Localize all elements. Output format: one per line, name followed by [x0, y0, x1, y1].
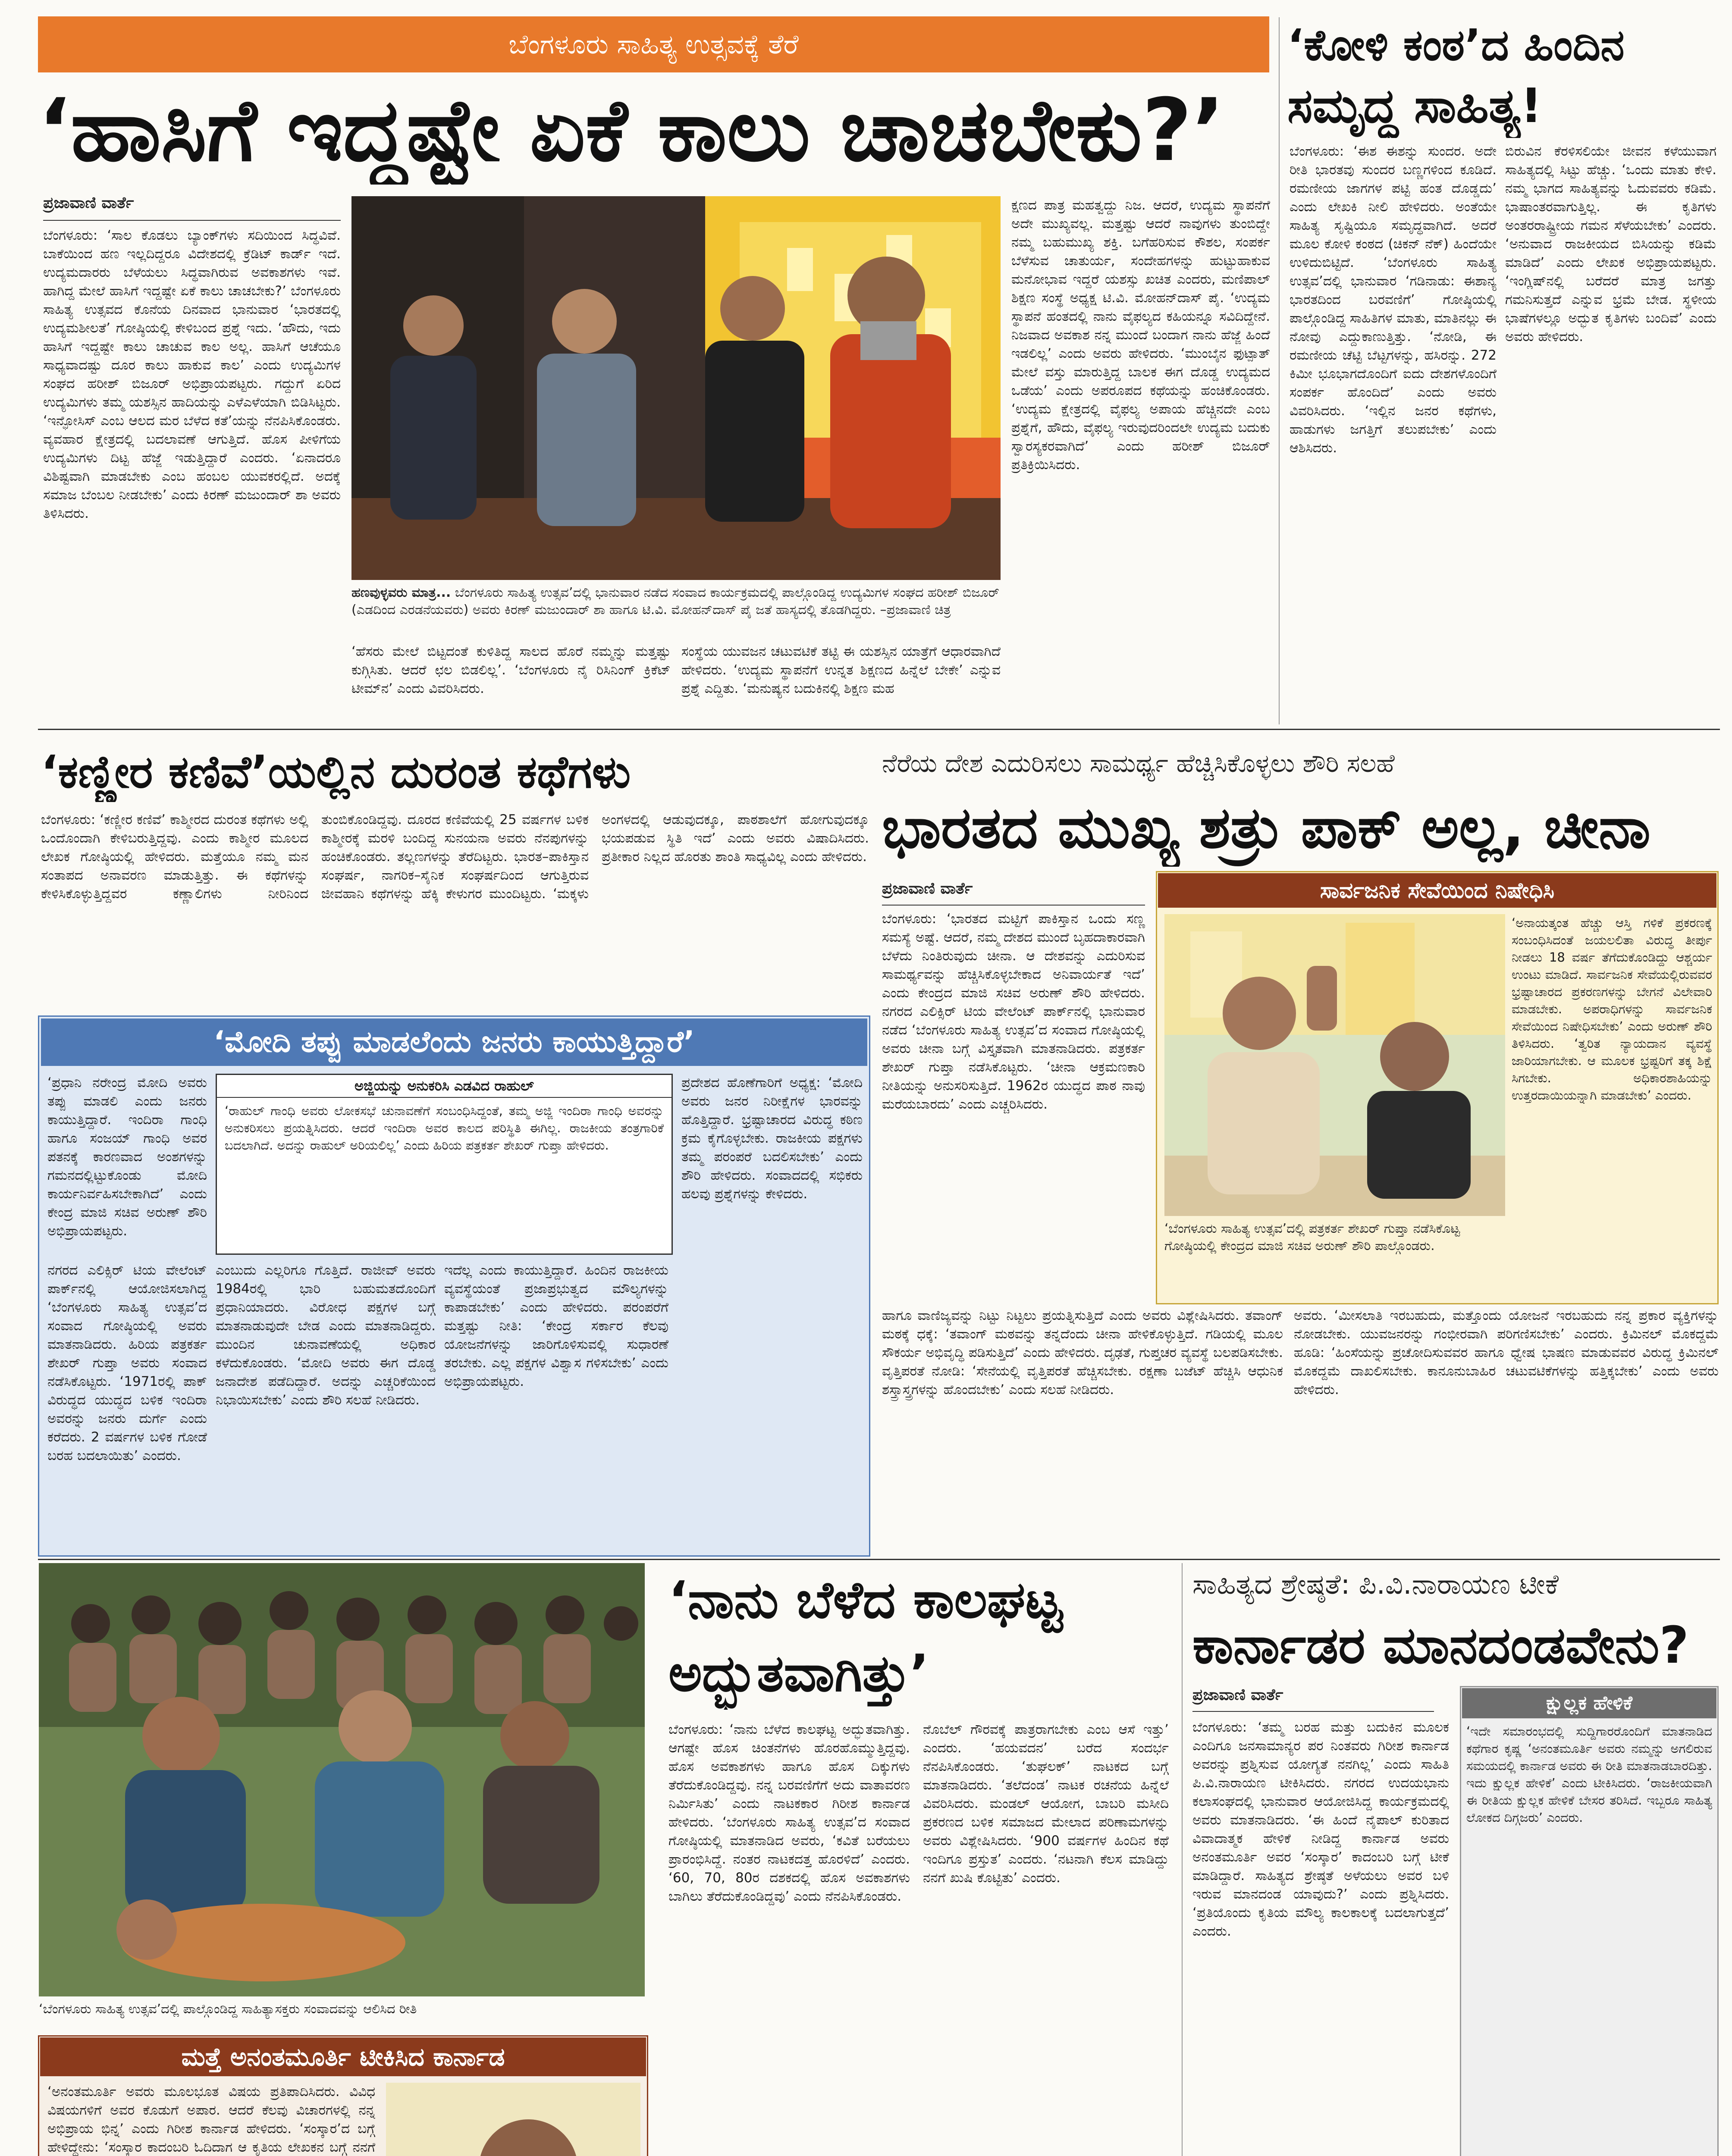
- china-headline: ಭಾರತದ ಮುಖ್ಯ ಶತ್ರು ಪಾಕ್ ಅಲ್ಲ, ಚೀನಾ: [882, 795, 1650, 861]
- koli-headline-line2: ಸಮೃದ್ಧ ಸಾಹಿತ್ಯ!: [1287, 78, 1542, 133]
- narayana-byline-rule: [1192, 1711, 1434, 1712]
- lead-body-col4: ಕ್ಷಣದ ಪಾತ್ರ ಮಹತ್ವದ್ದು ನಿಜ. ಆದರೆ, ಉದ್ಯಮ ಸ್ಥಾಪನೆಗೆ ಅದೇ ಮುಖ್ಯವಲ್ಲ. ಮತ್ತಷ್ಟು ಆದರೆ ನಾವುಗಳು ತುಂಬಿದ್ದೇ ನಮ್ಮ ಬಹುಮುಖ್ಯ ಶಕ್ತಿ. ಬಗೆಹರಿಸುವ ಕೌಶಲ, ಸಂಪರ್ಕ ಬೆಳೆಸುವ ಚಾತುರ್ಯ, ಸಂದೇಹಗಳನ್ನು ಹುಟ್ಟುಹಾಕುವ ಮನೋಭಾವ ಇದ್ದರೆ ಯಶಸ್ಸು ಖಚಿತ ಎಂದರು, ಮಣಿಪಾಲ್ ಶಿಕ್ಷಣ ಸಂಸ್ಥೆ ಅಧ್ಯಕ್ಷ ಟಿ.ವಿ. ಮೋಹನ್‌ದಾಸ್ ಪೈ. ‘ಉದ್ಯಮ ಸ್ಥಾಪನೆ ಹಂತದಲ್ಲಿ ನಾನು ವೈಫಲ್ಯದ ಕಹಿಯನ್ನೂ ಸವಿದಿದ್ದೇನೆ. ನಿಜವಾದ ಅವಕಾಶ ನನ್ನ ಮುಂದೆ ಬಂದಾಗ ನಾನು ಹೆಜ್ಜೆ ಹಿಂದೆ ಇಡಲಿಲ್ಲ’ ಎಂದು ಅವರು ಹೇಳಿದರು. ‘ಮುಂಬೈನ ಫುಟ್ಪಾತ್ ಮೇಲೆ ವಸ್ತು ಮಾರುತ್ತಿದ್ದ ಬಾಲಕ ಈಗ ದೊಡ್ಡ ಉದ್ಯಮದ ಒಡೆಯ’ ಎಂದು ಅಪರೂಪದ ಕಥೆಯನ್ನು ಹಂಚಿಕೊಂಡರು. ‘ಉದ್ಯಮ ಕ್ಷೇತ್ರದಲ್ಲಿ ವೈಫಲ್ಯ ಅಪಾಯ ಹೆಚ್ಚಿನದೇ ಎಂಬ ಪ್ರಶ್ನೆಗೆ, ಹೌದು, ವೈಫಲ್ಯ ಇರುವುದರಿಂದಲೇ ಉದ್ಯಮ ಬದುಕು ಸ್ವಾರಸ್ಯಕರವಾಗಿದೆ’ ಎಂದು ಹರೀಶ್ ಬಿಜೂರ್ ಪ್ರತಿಕ್ರಿಯಿಸಿದರು.: [1011, 197, 1270, 473]
- china-photo: [1164, 914, 1505, 1216]
- modi-col1: ‘ಪ್ರಧಾನಿ ನರೇಂದ್ರ ಮೋದಿ ಅವರು ತಪ್ಪು ಮಾಡಲಿ ಎಂದು ಜನರು ಕಾಯುತ್ತಿದ್ದಾರೆ. ಇಂದಿರಾ ಗಾಂಧಿ ಹಾಗೂ ಸಂಜಯ್ ಗಾಂಧಿ ಅವರ ಪತನಕ್ಕೆ ಕಾರಣವಾದ ಅಂಶಗಳನ್ನು ಗಮನದಲ್ಲಿಟ್ಟುಕೊಂಡು ಮೋದಿ ಕಾರ್ಯನಿರ್ವಹಿಸಬೇಕಾಗಿದೆ’ ಎಂದು ಕೇಂದ್ರ ಮಾಜಿ ಸಚಿವ ಅರುಣ್ ಶೌರಿ ಅಭಿಪ್ರಾಯಪಟ್ಟರು.: [47, 1075, 207, 1239]
- narayana-box-title: ಕ್ಷುಲ್ಲಕ ಹೇಳಿಕೆ: [1462, 1688, 1716, 1718]
- modi-inset-title: ಅಜ್ಜಿಯನ್ನು ಅನುಕರಿಸಿ ಎಡವಿದ ರಾಹುಲ್: [217, 1075, 671, 1098]
- china-col1: ಬೆಂಗಳೂರು: ‘ಭಾರತದ ಮಟ್ಟಿಗೆ ಪಾಕಿಸ್ತಾನ ಒಂದು ಸಣ್ಣ ಸಮಸ್ಯೆ ಅಷ್ಟೆ. ಆದರೆ, ನಮ್ಮ ದೇಶದ ಮುಂದೆ ಬೃಹದಾಕಾರವಾಗಿ ಬೆಳೆದು ನಿಂತಿರುವುದು ಚೀನಾ. ಆ ದೇಶವನ್ನು ಎದುರಿಸುವ ಸಾಮರ್ಥ್ಯವನ್ನು ಹೆಚ್ಚಿಸಿಕೊಳ್ಳಬೇಕಾದ ಅನಿವಾರ್ಯತೆ ಇದೆ’ ಎಂದು ಕೇಂದ್ರದ ಮಾಜಿ ಸಚಿವ ಅರುಣ್ ಶೌರಿ ಹೇಳಿದರು. ನಗರದ ಎಲಿಕ್ಸಿರ್ ಟಿಯ ವೇಲೆಂಟ್ ಪಾರ್ಕ್‌ನಲ್ಲಿ ಭಾನುವಾರ ನಡೆದ ‘ಬೆಂಗಳೂರು ಸಾಹಿತ್ಯ ಉತ್ಸವ’ದ ಸಂವಾದ ಗೋಷ್ಠಿಯಲ್ಲಿ ಅವರು ಚೀನಾ ಬಗ್ಗೆ ವಿಸ್ತೃತವಾಗಿ ಮಾತನಾಡಿದರು. ಪತ್ರಕರ್ತ ಶೇಖರ್ ಗುಪ್ತಾ ನಡೆಸಿಕೊಟ್ಟರು. ‘ಚೀನಾ ಆಕ್ರಮಣಕಾರಿ ನೀತಿಯನ್ನು ಅನುಸರಿಸುತ್ತಿದೆ. 1962ರ ಯುದ್ಧದ ಪಾಠ ನಾವು ಮರೆಯಬಾರದು’ ಎಂದು ಎಚ್ಚರಿಸಿದರು.: [882, 911, 1145, 1112]
- lead-below-photo-col2: ಸಂಸ್ಥೆಯ ಯುವಜನ ಚಟುವಟಿಕೆ ತಟ್ಟಿ ಈ ಯಶಸ್ಸಿನ ಯಾತ್ರೆಗೆ ಆಧಾರವಾಗಿದೆ ಹೇಳಿದರು. ‘ಉದ್ಯಮ ಸ್ಥಾಪನೆಗೆ ಉನ್ನತ ಶಿಕ್ಷಣದ ಹಿನ್ನೆಲೆ ಬೇಕೇ’ ಎನ್ನುವ ಪ್ರಶ್ನೆ ಎದ್ದಿತು. ‘ಮನುಷ್ಯನ ಬದುಕಿನಲ್ಲಿ ಶಿಕ್ಷಣ ಮಹ: [681, 644, 1001, 696]
- modi-banner: ‘ಮೋದಿ ತಪ್ಪು ಮಾಡಲೆಂದು ಜನರು ಕಾಯುತ್ತಿದ್ದಾರೆ’: [41, 1018, 867, 1066]
- modi-inset: [216, 1074, 673, 1255]
- china-col3: ಅವರು. ‘ಮೀಸಲಾತಿ ಇರಬಹುದು, ಮತ್ತೊಂದು ಯೋಜನೆ ಇರಬಹುದು ನನ್ನ ಪ್ರಕಾರ ವ್ಯಕ್ತಿಗಳನ್ನು ನೋಡಬೇಕು. ಯುವಜನರನ್ನು ಗಂಭೀರವಾಗಿ ಪರಿಗಣಿಸಬೇಕು’ ಎಂದರು. ಕ್ರಿಮಿನಲ್ ಮೊಕದ್ದಮೆ ಹೂಡಿ: ‘ಹಿಂಸೆಯನ್ನು ಪ್ರಚೋದಿಸುವವರ ಹಾಗೂ ಧ್ವೇಷ ಭಾಷಣ ಮಾಡುವವರ ವಿರುದ್ಧ ಕ್ರಿಮಿನಲ್ ಮೊಕದ್ದಮೆ ದಾಖಲಿಸಬೇಕು. ಕಾನೂನುಬಾಹಿರ ಚಟುವಟಿಕೆಗಳನ್ನು ಹತ್ತಿಕ್ಕಬೇಕು’ ಎಂದು ಅವರು ಹೇಳಿದರು.: [1294, 1308, 1719, 1398]
- china-sidebox-title: ಸಾರ್ವಜನಿಕ ಸೇವೆಯಿಂದ ನಿಷೇಧಿಸಿ: [1158, 873, 1716, 908]
- china-sidebox-text: ‘ಅನಾಯತ್ಕಂತ ಹೆಚ್ಚು ಆಸ್ತಿ ಗಳಿಕೆ ಪ್ರಕರಣಕ್ಕೆ ಸಂಬಂಧಿಸಿದಂತೆ ಜಯಲಲಿತಾ ವಿರುದ್ಧ ತೀರ್ಪು ನೀಡಲು 18 ವರ್ಷ ತೆಗೆದುಕೊಂಡಿದ್ದು ಆಶ್ಚರ್ಯ ಉಂಟು ಮಾಡಿದೆ. ಸಾರ್ವಜನಿಕ ಸೇವೆಯಲ್ಲಿರುವವರ ಭ್ರಷ್ಟಾಚಾರದ ಪ್ರಕರಣಗಳನ್ನು ಬೇಗನೆ ವಿಲೇವಾರಿ ಮಾಡಬೇಕು. ಅಪರಾಧಿಗಳನ್ನು ಸಾರ್ವಜನಿಕ ಸೇವೆಯಿಂದ ನಿಷೇಧಿಸಬೇಕು’ ಎಂದು ಅರುಣ್ ಶೌರಿ ತಿಳಿಸಿದರು. ‘ತ್ವರಿತ ನ್ಯಾಯದಾನ ವ್ಯವಸ್ಥೆ ಜಾರಿಯಾಗಬೇಕು. ಆ ಮೂಲಕ ಭ್ರಷ್ಟರಿಗೆ ತಕ್ಕ ಶಿಕ್ಷೆ ಸಿಗಬೇಕು. ಅಧಿಕಾರಶಾಹಿಯನ್ನು ಉತ್ತರದಾಯಿಯನ್ನಾಗಿ ಮಾಡಬೇಕು’ ಎಂದರು.: [1512, 915, 1712, 1103]
- china-col2: ಹಾಗೂ ವಾಣಿಜ್ಯವನ್ನು ನಿಟ್ಟು ನಿಟ್ಟಲು ಪ್ರಯತ್ನಿಸುತ್ತಿದೆ ಎಂದು ಅವರು ವಿಶ್ಲೇಷಿಸಿದರು. ತವಾಂಗ್ ಮಠಕ್ಕೆ ಧಕ್ಕೆ: ‘ತವಾಂಗ್ ಮಠವನ್ನು ತನ್ನದೆಂದು ಚೀನಾ ಹೇಳಿಕೊಳ್ಳುತ್ತಿದೆ. ಗಡಿಯಲ್ಲಿ ಮೂಲ ಸೌಕರ್ಯ ಅಭಿವೃದ್ಧಿ ಪಡಿಸುತ್ತಿದೆ’ ಎಂದು ಹೇಳಿದರು. ದೃಢತೆ, ಗುಪ್ತಚರ ವ್ಯವಸ್ಥೆ ಬಲಪಡಿಸಬೇಕು. ವೃತ್ತಿಪರತೆ ನೋಡಿ: ‘ಸೇನೆಯಲ್ಲಿ ವೃತ್ತಿಪರತೆ ಹೆಚ್ಚಿಸಬೇಕು. ರಕ್ಷಣಾ ಬಜೆಟ್ ಹೆಚ್ಚಿಸಿ ಆಧುನಿಕ ಶಸ್ತ್ರಾಸ್ತ್ರಗಳನ್ನು ಹೊಂದಬೇಕು’ ಎಂದು ಸಲಹೆ ನೀಡಿದರು.: [882, 1308, 1283, 1398]
- modi-col2: ನಗರದ ಎಲಿಕ್ಸಿರ್ ಟಿಯ ವೇಲೆಂಟ್ ಪಾರ್ಕ್‌ನಲ್ಲಿ ಆಯೋಜಿಸಲಾಗಿದ್ದ ‘ಬೆಂಗಳೂರು ಸಾಹಿತ್ಯ ಉತ್ಸವ’ದ ಸಂವಾದ ಗೋಷ್ಠಿಯಲ್ಲಿ ಅವರು ಮಾತನಾಡಿದರು. ಹಿರಿಯ ಪತ್ರಕರ್ತ ಶೇಖರ್ ಗುಪ್ತಾ ಅವರು ಸಂವಾದ ನಡೆಸಿಕೊಟ್ಟರು. ‘1971ರಲ್ಲಿ ಪಾಕ್ ವಿರುದ್ಧದ ಯುದ್ಧದ ಬಳಿಕ ಇಂದಿರಾ ಅವರನ್ನು ಜನರು ದುರ್ಗೆ ಎಂದು ಕರೆದರು. 2 ವರ್ಷಗಳ ಬಳಿಕ ಗೋಡೆ ಬರಹ ಬದಲಾಯಿತು’ ಎಂದರು.: [47, 1263, 207, 1463]
- lead-photo-caption: [351, 584, 1001, 636]
- lead-photo: [351, 196, 1001, 580]
- crowd-photo-caption: ‘ಬೆಂಗಳೂರು ಸಾಹಿತ್ಯ ಉತ್ಸವ’ದಲ್ಲಿ ಪಾಲ್ಗೊಂಡಿದ್ದ ಸಾಹಿತ್ಯಾಸಕ್ತರು ಸಂವಾದವನ್ನು ಆಲಿಸಿದ ರೀತಿ: [39, 2002, 417, 2017]
- karnad-text: ‘ಅನಂತಮೂರ್ತಿ ಅವರು ಮೂಲಭೂತ ವಿಷಯ ಪ್ರತಿಪಾದಿಸಿದರು. ವಿವಿಧ ವಿಷಯಗಳಿಗೆ ಅವರ ಕೊಡುಗೆ ಅಪಾರ. ಆದರೆ ಕೆಲವು ವಿಚಾರಗಳಲ್ಲಿ ನನ್ನ ಅಭಿಪ್ರಾಯ ಭಿನ್ನ’ ಎಂದು ಗಿರೀಶ ಕಾರ್ನಾಡ ಹೇಳಿದರು. ‘ಸಂಸ್ಕಾರ’ದ ಬಗ್ಗೆ ಹೇಳಿದ್ದೇನು: ‘ಸಂಸ್ಕಾರ ಕಾದಂಬರಿ ಓದಿದಾಗ ಆ ಕೃತಿಯ ಲೇಖಕನ ಬಗ್ಗೆ ನನಗೆ: [47, 2084, 375, 2155]
- china-kicker: ನೆರೆಯ ದೇಶ ಎದುರಿಸಲು ಸಾಮರ್ಥ್ಯ ಹೆಚ್ಚಿಸಿಕೊಳ್ಳಲು ಶೌರಿ ಸಲಹೆ: [882, 749, 1395, 778]
- kalaghatta-col1: ಬೆಂಗಳೂರು: ‘ನಾನು ಬೆಳೆದ ಕಾಲಘಟ್ಟ ಅದ್ಭುತವಾಗಿತ್ತು. ಆಗಷ್ಟೇ ಹೊಸ ಚಿಂತನೆಗಳು ಹೊರಹೊಮ್ಮುತ್ತಿದ್ದವು. ಹೊಸ ಅವಕಾಶಗಳು ಹಾಗೂ ಹೊಸ ದಿಕ್ಕುಗಳು ತೆರೆದುಕೊಂಡಿದ್ದವು. ನನ್ನ ಬರವಣಿಗೆಗೆ ಅದು ವಾತಾವರಣ ನಿರ್ಮಿಸಿತು’ ಎಂದು ನಾಟಕಕಾರ ಗಿರೀಶ ಕಾರ್ನಾಡ ಹೇಳಿದರು. ‘ಬೆಂಗಳೂರು ಸಾಹಿತ್ಯ ಉತ್ಸವ’ದ ಸಂವಾದ ಗೋಷ್ಠಿಯಲ್ಲಿ ಮಾತನಾಡಿದ ಅವರು, ‘ಕವಿತೆ ಬರೆಯಲು ಪ್ರಾರಂಭಿಸಿದ್ದೆ. ನಂತರ ನಾಟಕದತ್ತ ಹೊರಳಿದೆ’ ಎಂದರು. ‘60, 70, 80ರ ದಶಕದಲ್ಲಿ ಹೊಸ ಅವಕಾಶಗಳು ಬಾಗಿಲು ತೆರೆದುಕೊಂಡಿದ್ದವು’ ಎಂದು ನೆನಪಿಸಿಕೊಂಡರು.: [668, 1722, 910, 1904]
- lead-kicker: ಬೆಂಗಳೂರು ಸಾಹಿತ್ಯ ಉತ್ಸವಕ್ಕೆ ತೆರೆ: [38, 16, 1269, 72]
- narayana-col1: ಬೆಂಗಳೂರು: ‘ತಮ್ಮ ಬರಹ ಮತ್ತು ಬದುಕಿನ ಮೂಲಕ ಎಂದಿಗೂ ಜನಸಾಮಾನ್ಯರ ಪರ ನಿಂತವರು ಗಿರೀಶ ಕಾರ್ನಾಡ ಅವರನ್ನು ಪ್ರಶ್ನಿಸುವ ಯೋಗ್ಯತೆ ನನಗಿಲ್ಲ’ ಎಂದು ಸಾಹಿತಿ ಪಿ.ವಿ.ನಾರಾಯಣ ಟೀಕಿಸಿದರು. ನಗರದ ಉದಯಭಾನು ಕಲಾಸಂಘದಲ್ಲಿ ಭಾನುವಾರ ಆಯೋಜಿಸಿದ್ದ ಕಾರ್ಯಕ್ರಮದಲ್ಲಿ ಅವರು ಮಾತನಾಡಿದರು. ‘ಈ ಹಿಂದೆ ನೈಪಾಲ್ ಕುರಿತಾದ ವಿವಾದಾತ್ಮಕ ಹೇಳಿಕೆ ನೀಡಿದ್ದ ಕಾರ್ನಾಡ ಅವರು ಅನಂತಮೂರ್ತಿ ಅವರ ‘ಸಂಸ್ಕಾರ’ ಕಾದಂಬರಿ ಬಗ್ಗೆ ಟೀಕೆ ಮಾಡಿದ್ದಾರೆ. ಸಾಹಿತ್ಯದ ಶ್ರೇಷ್ಠತೆ ಅಳೆಯಲು ಅವರ ಬಳಿ ಇರುವ ಮಾನದಂಡ ಯಾವುದು?’ ಎಂದು ಪ್ರಶ್ನಿಸಿದರು. ‘ಪ್ರತಿಯೊಂದು ಕೃತಿಯ ಮೌಲ್ಯ ಕಾಲಕಾಲಕ್ಕೆ ಬದಲಾಗುತ್ತದೆ’ ಎಂದರು.: [1192, 1720, 1449, 1939]
- lead-photo-caption-title: ಹಣವುಳ್ಳವರು ಮಾತ್ರ...: [351, 585, 451, 600]
- kanneera-body: ಬೆಂಗಳೂರು: ‘ಕಣ್ಣೀರ ಕಣಿವೆ’ ಕಾಶ್ಮೀರದ ದುರಂತ ಕಥೆಗಳು ಅಲ್ಲಿ ಒಂದೊಂದಾಗಿ ಕೇಳಿಬರುತ್ತಿದ್ದವು. ಎಂದು ಕಾಶ್ಮೀರ ಮೂಲದ ಲೇಖಕ ಗೋಷ್ಠಿಯಲ್ಲಿ ಹೇಳಿದರು. ಮತ್ತೆಯೂ ನಮ್ಮ ಮನ ಸಂತಾಪದ ಅನಾವರಣ ಮಾಡುತ್ತಿತ್ತು. ಈ ಕಥೆಗಳನ್ನು ಕೇಳಿಸಿಕೊಳ್ಳುತ್ತಿದ್ದವರ ಕಣ್ಣಾಲಿಗಳು ನೀರಿನಿಂದ ತುಂಬಿಕೊಂಡಿದ್ದವು. ದೂರದ ಕಣಿವೆಯಲ್ಲಿ 25 ವರ್ಷಗಳ ಬಳಿಕ ಕಾಶ್ಮೀರಕ್ಕೆ ಮರಳಿ ಬಂದಿದ್ದ ಸುನಯನಾ ಅವರು ನೆನಪುಗಳನ್ನು ಹಂಚಿಕೊಂಡರು. ತಲ್ಲಣಗಳನ್ನು ತೆರೆದಿಟ್ಟರು. ಭಾರತ–ಪಾಕಿಸ್ತಾನ ಸಂಘರ್ಷ, ನಾಗರಿಕ–ಸೈನಿಕ ಸಂಘರ್ಷದಿಂದ ಆಗುತ್ತಿರುವ ಜೀವಹಾನಿ ಕಥೆಗಳನ್ನು ಹೆಕ್ಕಿ ಕೇಳುಗರ ಮುಂದಿಟ್ಟರು. ‘ಮಕ್ಕಳು ಅಂಗಳದಲ್ಲಿ ಆಡುವುದಕ್ಕೂ, ಪಾಠಶಾಲೆಗೆ ಹೋಗುವುದಕ್ಕೂ ಭಯಪಡುವ ಸ್ಥಿತಿ ಇದೆ’ ಎಂದು ಅವರು ವಿಷಾದಿಸಿದರು. ಪ್ರತೀಕಾರ ನಿಲ್ಲದ ಹೊರತು ಶಾಂತಿ ಸಾಧ್ಯವಿಲ್ಲ ಎಂದು ಹೇಳಿದರು.: [41, 812, 869, 902]
- koli-body-col2: ಬಿರುವಿನ ಕೆರಳಿಸಲಿಯೇ ಜೀವನ ಕಳೆಯುವಾಗ ಸಾಹಿತ್ಯದಲ್ಲಿ ಸಿಟ್ಟು ಹೆಚ್ಚು. ‘ಒಂದು ಮಾತು ಕೇಳಿ. ನಮ್ಮ ಭಾಗದ ಸಾಹಿತ್ಯವನ್ನು ಓದುವವರು ಕಡಿಮೆ. ಭಾಷಾಂತರವಾಗುತ್ತಿಲ್ಲ. ಈ ಕೃತಿಗಳು ಅಂತರರಾಷ್ಟ್ರೀಯ ಗಮನ ಸೆಳೆಯಬೇಕು’ ಎಂದರು. ‘ಅನುವಾದ ರಾಜಕೀಯದ ಬಿಸಿಯನ್ನು ಕಡಿಮೆ ಮಾಡಿದೆ’ ಎಂದು ಲೇಖಕ ಅಭಿಪ್ರಾಯಪಟ್ಟರು. ‘ಇಂಗ್ಲಿಷ್‌ನಲ್ಲಿ ಬರೆದರೆ ಮಾತ್ರ ಜಗತ್ತು ಗಮನಿಸುತ್ತದೆ ಎನ್ನುವ ಭ್ರಮೆ ಬೇಡ. ಸ್ಥಳೀಯ ಭಾಷೆಗಳಲ್ಲೂ ಅದ್ಭುತ ಕೃತಿಗಳು ಬಂದಿವೆ’ ಎಂದು ಅವರು ಹೇಳಿದರು.: [1505, 144, 1716, 345]
- modi-col3: ಎಂಬುದು ಎಲ್ಲರಿಗೂ ಗೊತ್ತಿದೆ. ರಾಜೀವ್ ಅವರು 1984ರಲ್ಲಿ ಭಾರಿ ಬಹುಮತದೊಂದಿಗೆ ಪ್ರಧಾನಿಯಾದರು. ವಿರೋಧ ಪಕ್ಷಗಳ ಬಗ್ಗೆ ಮಾತನಾಡುವುದೇ ಬೇಡ ಎಂದು ಮಾತನಾಡಿದ್ದರು. ಮುಂದಿನ ಚುನಾವಣೆಯಲ್ಲಿ ಅಧಿಕಾರ ಕಳೆದುಕೊಂಡರು. ‘ಮೋದಿ ಅವರು ಈಗ ದೊಡ್ಡ ಜನಾದೇಶ ಪಡೆದಿದ್ದಾರೆ. ಅದನ್ನು ಎಚ್ಚರಿಕೆಯಿಂದ ನಿಭಾಯಿಸಬೇಕು’ ಎಂದು ಶೌರಿ ಸಲಹೆ ನೀಡಿದರು.: [216, 1263, 436, 1408]
- koli-headline-line1: ‘ಕೋಳಿ ಕಂಠ’ದ ಹಿಂದಿನ: [1287, 20, 1625, 70]
- lead-byline-rule: [43, 220, 341, 221]
- lead-headline: ‘ಹಾಸಿಗೆ ಇದ್ದಷ್ಟೇ ಏಕೆ ಕಾಲು ಚಾಚಬೇಕು?’: [38, 80, 1225, 181]
- modi-col5: ಪ್ರದೇಶದ ಹೊಣೆಗಾರಿಗೆ ಅಧ್ಯಕ್ಷ: ‘ಮೋದಿ ಅವರು ಜನರ ನಿರೀಕ್ಷೆಗಳ ಭಾರವನ್ನು ಹೊತ್ತಿದ್ದಾರೆ. ಭ್ರಷ್ಟಾಚಾರದ ವಿರುದ್ಧ ಕಠಿಣ ಕ್ರಮ ಕೈಗೊಳ್ಳಬೇಕು. ರಾಜಕೀಯ ಪಕ್ಷಗಳು ತಮ್ಮ ಪರಂಪರೆ ಬದಲಿಸಬೇಕು’ ಎಂದು ಶೌರಿ ಹೇಳಿದರು. ಸಂವಾದದಲ್ಲಿ ಸಭಿಕರು ಹಲವು ಪ್ರಶ್ನೆಗಳನ್ನು ಕೇಳಿದರು.: [681, 1075, 863, 1202]
- kalaghatta-headline-line1: ‘ನಾನು ಬೆಳೆದ ಕಾಲಘಟ್ಟ: [668, 1570, 1063, 1630]
- china-byline-rule: [882, 905, 1145, 906]
- kalaghatta-headline-line2: ಅದ್ಭುತವಾಗಿತ್ತು’: [668, 1643, 929, 1703]
- horizontal-rule-top: [38, 729, 1720, 730]
- crowd-photo: [39, 1563, 645, 1996]
- narayana-byline: ಪ್ರಜಾವಾಣಿ ವಾರ್ತೆ: [1192, 1686, 1283, 1704]
- china-photo-caption: ‘ಬೆಂಗಳೂರು ಸಾಹಿತ್ಯ ಉತ್ಸವ’ದಲ್ಲಿ ಪತ್ರಕರ್ತ ಶೇಖರ್ ಗುಪ್ತಾ ನಡೆಸಿಕೊಟ್ಟ ಗೋಷ್ಠಿಯಲ್ಲಿ ಕೇಂದ್ರದ ಮಾಜಿ ಸಚಿವ ಅರುಣ್ ಶೌರಿ ಪಾಲ್ಗೊಂಡರು.: [1164, 1221, 1460, 1253]
- narayana-headline: ಕಾರ್ನಾಡರ ಮಾನದಂಡವೇನು?: [1192, 1615, 1689, 1675]
- lead-body-col1: ಬೆಂಗಳೂರು: ‘ಸಾಲ ಕೊಡಲು ಬ್ಯಾಂಕ್‌ಗಳು ಸದಿಯಿಂದ ಸಿದ್ಧವಿವೆ. ಬಾಕೆಯಿಂದ ಹಣ ಇಲ್ಲದಿದ್ದರೂ ವಿದೇಶದಲ್ಲಿ ಕ್ರೆಡಿಟ್ ಕಾರ್ಡ್ ಇದೆ. ಉದ್ಯಮದಾರರು ಬೆಳೆಯಲು ಸಿದ್ಧವಾಗಿರುವ ಅವಕಾಶಗಳು ಇವೆ. ಹಾಗಿದ್ದ ಮೇಲೆ ಹಾಸಿಗೆ ಇದ್ದಷ್ಟೇ ಏಕೆ ಕಾಲು ಚಾಚಬೇಕು?’ ಬೆಂಗಳೂರು ಸಾಹಿತ್ಯ ಉತ್ಸವದ ಕೊನೆಯ ದಿನವಾದ ಭಾನುವಾರ ‘ಭಾರತದಲ್ಲಿ ಉದ್ಯಮಶೀಲತೆ’ ಗೋಷ್ಠಿಯಲ್ಲಿ ಕೇಳಿಬಂದ ಪ್ರಶ್ನೆ ಇದು. ‘ಹೌದು, ಇದು ಹಾಸಿಗೆ ಇದ್ದಷ್ಟೇ ಕಾಲು ಚಾಚುವ ಕಾಲ ಅಲ್ಲ. ಹಾಸಿಗೆ ಆಚೆಯೂ ಸಾಧ್ಯವಾದಷ್ಟು ದೂರ ಕಾಲು ಹಾಕುವ ಕಾಲ’ ಎಂದು ಉದ್ಯಮಿಗಳ ಸಂಘದ ಹರೀಶ್ ಬಿಜೂರ್ ಅಭಿಪ್ರಾಯಪಟ್ಟರು. ಗದ್ದುಗೆ ಏರಿದ ಉದ್ಯಮಿಗಳು ತಮ್ಮ ಯಶಸ್ಸಿನ ಹಾದಿಯನ್ನು ಎಳೆಎಳೆಯಾಗಿ ಬಿಡಿಸಿಟ್ಟರು. ‘ಇನ್ಫೋಸಿಸ್ ಎಂಬ ಆಲದ ಮರ ಬೆಳೆದ ಕತೆ’ಯನ್ನು ನೆನಪಿಸಿಕೊಂಡರು. ವ್ಯವಹಾರ ಕ್ಷೇತ್ರದಲ್ಲಿ ಬದಲಾವಣೆ ಆಗುತ್ತಿದೆ. ಹೊಸ ಪೀಳಿಗೆಯ ಉದ್ಯಮಿಗಳು ದಿಟ್ಟ ಹೆಜ್ಜೆ ಇಡುತ್ತಿದ್ದಾರೆ ಎಂದರು. ‘ಏನಾದರೂ ವಿಶಿಷ್ಟವಾಗಿ ಮಾಡಬೇಕು ಎಂಬ ಹಂಬಲ ಯುವಕರಲ್ಲಿದೆ. ಅದಕ್ಕೆ ಸಮಾಜ ಬೆಂಬಲ ನೀಡಬೇಕು’ ಎಂದು ಕಿರಣ್ ಮಜುಂದಾರ್ ಶಾ ಅವರು ತಿಳಿಸಿದರು.: [43, 228, 341, 521]
- lead-photo-caption-text: ಬೆಂಗಳೂರು ಸಾಹಿತ್ಯ ಉತ್ಸವ’ದಲ್ಲಿ ಭಾನುವಾರ ನಡೆದ ಸಂವಾದ ಕಾರ್ಯಕ್ರಮದಲ್ಲಿ ಪಾಲ್ಗೊಂಡಿದ್ದ ಉದ್ಯಮಿಗಳ ಸಂಘದ ಹರೀಶ್ ಬಿಜೂರ್ (ಎಡದಿಂದ ಎರಡನೆಯವರು) ಅವರು ಕಿರಣ್ ಮಜುಂದಾರ್ ಶಾ ಹಾಗೂ ಟಿ.ವಿ. ಮೋಹನ್‌ದಾಸ್ ಪೈ ಜತೆ ಹಾಸ್ಯದಲ್ಲಿ ತೊಡಗಿದ್ದರು. –ಪ್ರಜಾವಾಣಿ ಚಿತ್ರ: [351, 585, 1000, 617]
- narayana-kicker: ಸಾಹಿತ್ಯದ ಶ್ರೇಷ್ಠತೆ: ಪಿ.ವಿ.ನಾರಾಯಣ ಟೀಕೆ: [1192, 1569, 1559, 1601]
- column-divider-top: [1279, 17, 1280, 724]
- kalaghatta-col2: ನೊಬೆಲ್ ಗೌರವಕ್ಕೆ ಪಾತ್ರರಾಗಬೇಕು ಎಂಬ ಆಸೆ ಇತ್ತು’ ಎಂದರು. ‘ಹಯವದನ’ ಬರೆದ ಸಂದರ್ಭ ನೆನಪಿಸಿಕೊಂಡರು. ‘ತುಘಲಕ್’ ನಾಟಕದ ಬಗ್ಗೆ ಮಾತನಾಡಿದರು. ‘ತಲೆದಂಡ’ ನಾಟಕ ರಚನೆಯ ಹಿನ್ನೆಲೆ ವಿವರಿಸಿದರು. ಮಂಡಲ್ ಆಯೋಗ, ಬಾಬರಿ ಮಸೀದಿ ಪ್ರಕರಣದ ಬಳಿಕ ಸಮಾಜದ ಮೇಲಾದ ಪರಿಣಾಮಗಳನ್ನು ಅವರು ವಿಶ್ಲೇಷಿಸಿದರು. ‘900 ವರ್ಷಗಳ ಹಿಂದಿನ ಕಥೆ ಇಂದಿಗೂ ಪ್ರಸ್ತುತ’ ಎಂದರು. ‘ನಟನಾಗಿ ಕೆಲಸ ಮಾಡಿದ್ದು ನನಗೆ ಖುಷಿ ಕೊಟ್ಟಿತು’ ಎಂದರು.: [923, 1722, 1169, 1886]
- kanneera-headline: ‘ಕಣ್ಣೀರ ಕಣಿವೆ’ಯಲ್ಲಿನ ದುರಂತ ಕಥೆಗಳು: [41, 746, 631, 798]
- column-divider-bottom: [1182, 1563, 1183, 2156]
- china-byline: ಪ್ರಜಾವಾಣಿ ವಾರ್ತೆ: [882, 880, 973, 897]
- koli-body-col1: ಬೆಂಗಳೂರು: ‘ಈಶ ಈಶನ್ನು ಸುಂದರ. ಅದೇ ರೀತಿ ಭಾರತವು ಸುಂದರ ಬಣ್ಣಗಳಿಂದ ಕೂಡಿದೆ. ರಮಣೀಯ ಜಾಗಗಳ ಪಟ್ಟಿ ಹಂತ ದೊಡ್ಡದು’ ಎಂದು ಲೇಖಕಿ ನೀಲಿ ಹೇಳಿದರು. ಅಂತೆಯೇ ಸಾಹಿತ್ಯ ಸೃಷ್ಟಿಯೂ ಸಮೃದ್ಧವಾಗಿದೆ. ಅದರೆ ಮೂಲ ಕೋಳಿ ಕಂಠದ (ಚಿಕನ್ ನೆಕ್) ಹಿಂದೆಯೇ ಉಳಿದುಬಿಟ್ಟಿದೆ. ‘ಬೆಂಗಳೂರು ಸಾಹಿತ್ಯ ಉತ್ಸವ’ದಲ್ಲಿ ಭಾನುವಾರ ‘ಗಡಿನಾಡು: ಈಶಾನ್ಯ ಭಾರತದಿಂದ ಬರವಣಿಗೆ’ ಗೋಷ್ಠಿಯಲ್ಲಿ ಪಾಲ್ಗೊಂಡಿದ್ದ ಸಾಹಿತಿಗಳ ಮಾತು, ಮಾತಿನಲ್ಲು ಈ ನೋವು ಎದ್ದುಕಾಣುತ್ತಿತ್ತು. ‘ನೋಡಿ, ಈ ರಮಣೀಯ ಚೆಟ್ಟಿ ಬೆಟ್ಟಗಳನ್ನು, ಹಸಿರನ್ನು. 272 ಕಿಮೀ ಭೂಭಾಗದೊಂದಿಗೆ ಐದು ದೇಶಗಳೊಂದಿಗೆ ಸಂಪರ್ಕ ಹೊಂದಿದೆ’ ಎಂದು ಅವರು ವಿವರಿಸಿದರು. ‘ಇಲ್ಲಿನ ಜನರ ಕಥೆಗಳು, ಹಾಡುಗಳು ಜಗತ್ತಿಗೆ ತಲುಪಬೇಕು’ ಎಂದು ಆಶಿಸಿದರು.: [1290, 144, 1497, 456]
- modi-inset-text: ‘ರಾಹುಲ್ ಗಾಂಧಿ ಅವರು ಲೋಕಸಭೆ ಚುನಾವಣೆಗೆ ಸಂಬಂಧಿಸಿದ್ದಂತೆ, ತಮ್ಮ ಅಜ್ಜಿ ಇಂದಿರಾ ಗಾಂಧಿ ಅವರನ್ನು ಅನುಕರಿಸಲು ಪ್ರಯತ್ನಿಸಿದರು. ಆದರೆ ಇಂದಿರಾ ಅವರ ಕಾಲದ ಪರಿಸ್ಥಿತಿ ಈಗಿಲ್ಲ. ರಾಜಕೀಯ ತಂತ್ರಗಾರಿಕೆ ಬದಲಾಗಿದೆ. ಅದನ್ನು ರಾಹುಲ್ ಅರಿಯಲಿಲ್ಲ’ ಎಂದು ಹಿರಿಯ ಪತ್ರಕರ್ತ ಶೇಖರ್ ಗುಪ್ತಾ ಹೇಳಿದರು.: [225, 1103, 664, 1153]
- lead-below-photo-col1: ‘ಹೆಸರು ಮೇಲೆ ಬಿಟ್ಟದಂತೆ ಕುಳಿತಿದ್ದ ಸಾಲದ ಹೊರೆ ನಮ್ಮನ್ನು ಮತ್ತಷ್ಟು ಕುಗ್ಗಿಸಿತು. ಆದರೆ ಛಲ ಬಿಡಲಿಲ್ಲ’. ‘ಬೆಂಗಳೂರು ನೈ ರಿಸಿನಿಂಗ್ ಕ್ರಿಕೆಟ್ ಟೀಮ್‌ನ’ ಎಂದು ವಿವರಿಸಿದರು.: [351, 644, 671, 696]
- horizontal-rule-middle: [38, 1559, 1720, 1560]
- narayana-box-text: ‘ಇದೇ ಸಮಾರಂಭದಲ್ಲಿ ಸುದ್ದಿಗಾರರೊಂದಿಗೆ ಮಾತನಾಡಿದ ಕಥೆಗಾರ ಕೃಷ್ಣ ‘ಅನಂತಮೂರ್ತಿ ಅವರು ನಮ್ಮನ್ನು ಅಗಲಿರುವ ಸಮಯದಲ್ಲಿ ಕಾರ್ನಾಡ ಅವರು ಈ ರೀತಿ ಮಾತನಾಡಬಾರದಿತ್ತು. ಇದು ಕ್ಷುಲ್ಲಕ ಹೇಳಿಕೆ’ ಎಂದು ಟೀಕಿಸಿದರು. ‘ರಾಜಕೀಯವಾಗಿ ಈ ರೀತಿಯ ಕ್ಷುಲ್ಲಕ ಹೇಳಿಕೆ ಬೇಸರ ತರಿಸಿದೆ. ಇಬ್ಬರೂ ಸಾಹಿತ್ಯ ಲೋಕದ ದಿಗ್ಗಜರು’ ಎಂದರು.: [1466, 1724, 1712, 1825]
- karnad-photo: [386, 2083, 640, 2156]
- lead-byline: ಪ್ರಜಾವಾಣಿ ವಾರ್ತೆ: [43, 194, 134, 212]
- karnad-banner: ಮತ್ತೆ ಅನಂತಮೂರ್ತಿ ಟೀಕಿಸಿದ ಕಾರ್ನಾಡ: [40, 2037, 646, 2076]
- modi-col4: ಇದೆಲ್ಲ ಎಂದು ಕಾಯುತ್ತಿದ್ದಾರೆ. ಹಿಂದಿನ ರಾಜಕೀಯ ವ್ಯವಸ್ಥೆಯಂತೆ ಪ್ರಜಾಪ್ರಭುತ್ವದ ಮೌಲ್ಯಗಳನ್ನು ಕಾಪಾಡಬೇಕು’ ಎಂದು ಹೇಳಿದರು. ಪರಂಪರೆಗೆ ಮತ್ತಷ್ಟು ನೀತಿ: ‘ಕೇಂದ್ರ ಸರ್ಕಾರ ಕೆಲವು ಯೋಜನೆಗಳನ್ನು ಜಾರಿಗೊಳಿಸುವಲ್ಲಿ ಸುಧಾರಣೆ ತರಬೇಕು. ಎಲ್ಲ ಪಕ್ಷಗಳ ವಿಶ್ವಾಸ ಗಳಿಸಬೇಕು’ ಎಂದು ಅಭಿಪ್ರಾಯಪಟ್ಟರು.: [444, 1263, 668, 1389]
